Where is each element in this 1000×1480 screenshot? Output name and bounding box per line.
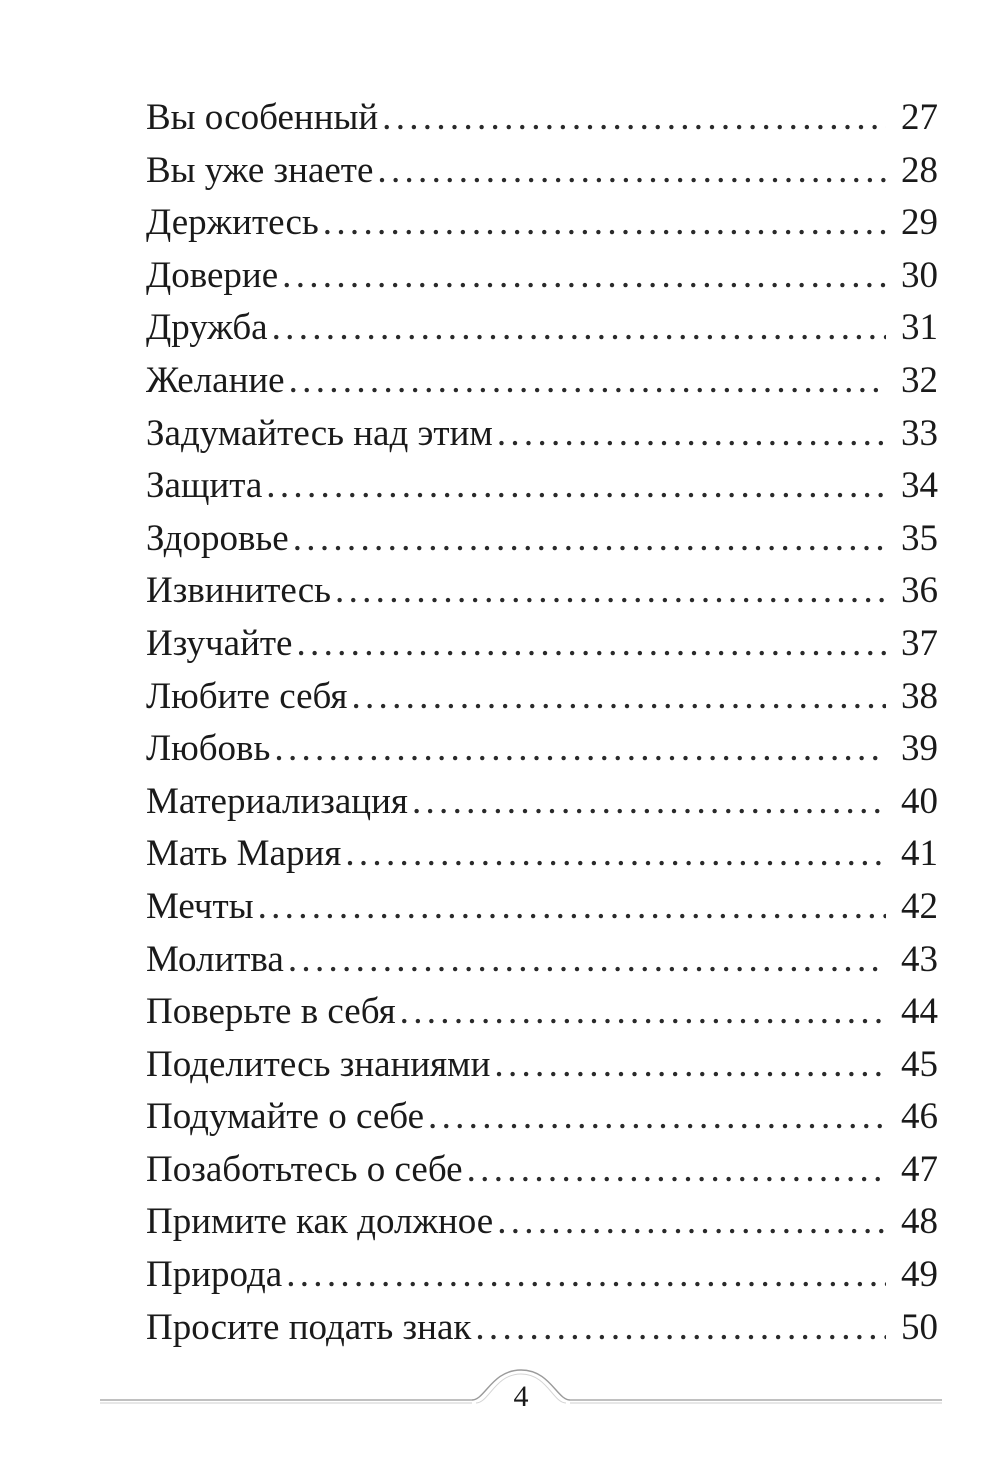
toc-leader-dots — [377, 145, 886, 198]
toc-entry-title: Изучайте — [146, 622, 293, 664]
page-footer — [100, 1360, 942, 1450]
toc-entry-page: 36 — [901, 570, 938, 612]
toc-entry-title: Природа — [146, 1254, 283, 1296]
toc-entry-page: 27 — [901, 97, 938, 138]
toc-entry — [146, 881, 938, 934]
toc-entry-title: Просите подать знак — [146, 1306, 472, 1348]
toc-leader-dots — [282, 250, 886, 303]
toc-entry-title: Извинитесь — [146, 570, 332, 612]
toc-entry-page: 41 — [901, 833, 938, 875]
toc-leader-dots — [351, 671, 886, 724]
toc-entry-title: Желание — [146, 359, 285, 401]
toc-entry — [146, 671, 938, 724]
toc-entry — [146, 1039, 938, 1092]
toc-entry — [146, 1302, 938, 1355]
toc-leader-dots — [475, 1302, 886, 1355]
toc-entry — [146, 460, 938, 513]
toc-entry-page: 40 — [901, 780, 938, 822]
toc-entry — [146, 828, 938, 881]
toc-entry-page: 48 — [901, 1201, 938, 1243]
toc-leader-dots — [467, 1144, 886, 1197]
toc-leader-dots — [286, 1249, 886, 1302]
toc-entry — [146, 1249, 938, 1302]
toc-entry — [146, 723, 938, 776]
toc-leader-dots — [293, 513, 886, 566]
toc-entry-title: Дружба — [146, 307, 268, 349]
toc-entry — [146, 197, 938, 250]
toc-entry — [146, 618, 938, 671]
toc-leader-dots — [428, 1091, 886, 1144]
toc-entry-page: 45 — [901, 1043, 938, 1085]
toc-entry — [146, 986, 938, 1039]
toc-entry-title: Защита — [146, 465, 263, 507]
toc-entry-page: 50 — [901, 1306, 938, 1348]
toc-entry-title: Мечты — [146, 885, 254, 927]
toc-leader-dots — [345, 828, 886, 881]
toc-entry-page: 33 — [901, 412, 938, 454]
toc-entry-title: Любите себя — [146, 675, 348, 717]
toc-entry-page: 46 — [901, 1096, 938, 1138]
page-number: 4 — [513, 1380, 529, 1413]
toc-entry-title: Держитесь — [146, 202, 319, 244]
toc-entry — [146, 513, 938, 566]
toc-entry — [146, 1091, 938, 1144]
toc-entry-page: 32 — [901, 359, 938, 401]
toc-entry-title: Задумайтесь над этим — [146, 412, 493, 454]
toc-entry-title: Любовь — [146, 728, 271, 770]
toc-entry-title: Здоровье — [146, 517, 289, 559]
toc-entry-title: Вы особенный — [146, 97, 379, 138]
toc-entry — [146, 302, 938, 355]
toc-entry-title: Примите как должное — [146, 1201, 494, 1243]
toc-leader-dots — [289, 355, 886, 408]
toc-entry-title: Доверие — [146, 254, 279, 296]
toc-entry — [146, 250, 938, 303]
toc-entry-page: 34 — [901, 465, 938, 507]
toc-leader-dots — [272, 302, 886, 355]
toc-entry-title: Вы уже знаете — [146, 149, 374, 191]
toc-leader-dots — [266, 460, 886, 513]
toc-entry-page: 37 — [901, 622, 938, 664]
toc-entry-page: 38 — [901, 675, 938, 717]
toc-entry — [146, 1196, 938, 1249]
toc-entry-page: 30 — [901, 254, 938, 296]
toc-leader-dots — [258, 881, 886, 934]
toc-entry-page: 47 — [901, 1148, 938, 1190]
toc-leader-dots — [497, 1196, 886, 1249]
toc-entry — [146, 92, 938, 145]
toc-entry-title: Подумайте о себе — [146, 1096, 425, 1138]
toc-entry-title: Поверьте в себя — [146, 991, 396, 1033]
toc-leader-dots — [296, 618, 886, 671]
toc-entry-title: Материализация — [146, 780, 408, 822]
toc-entry-title: Поделитесь знаниями — [146, 1043, 491, 1085]
toc-leader-dots — [497, 408, 886, 461]
toc-entry — [146, 565, 938, 618]
toc-leader-dots — [323, 197, 886, 250]
toc-leader-dots — [494, 1039, 886, 1092]
toc-entry-title: Мать Мария — [146, 833, 342, 875]
toc-entry-title: Молитва — [146, 938, 284, 980]
toc-entry-page: 49 — [901, 1254, 938, 1296]
toc-entry-page: 35 — [901, 517, 938, 559]
toc-entry-page: 44 — [901, 991, 938, 1033]
toc-entry-page: 43 — [901, 938, 938, 980]
table-of-contents — [146, 92, 938, 1354]
toc-entry-page: 31 — [901, 307, 938, 349]
toc-leader-dots — [400, 986, 886, 1039]
toc-entry-page: 28 — [901, 149, 938, 191]
toc-entry-page: 39 — [901, 728, 938, 770]
toc-leader-dots — [382, 92, 886, 145]
toc-entry — [146, 408, 938, 461]
toc-entry — [146, 355, 938, 408]
toc-entry-page: 29 — [901, 202, 938, 244]
toc-entry — [146, 145, 938, 198]
toc-leader-dots — [274, 723, 886, 776]
toc-entry-page: 42 — [901, 885, 938, 927]
toc-entry — [146, 776, 938, 829]
toc-leader-dots — [335, 565, 886, 618]
toc-entry — [146, 934, 938, 987]
toc-leader-dots — [288, 934, 886, 987]
toc-entry — [146, 1144, 938, 1197]
toc-leader-dots — [412, 776, 886, 829]
toc-entry-title: Позаботьтесь о себе — [146, 1148, 463, 1190]
